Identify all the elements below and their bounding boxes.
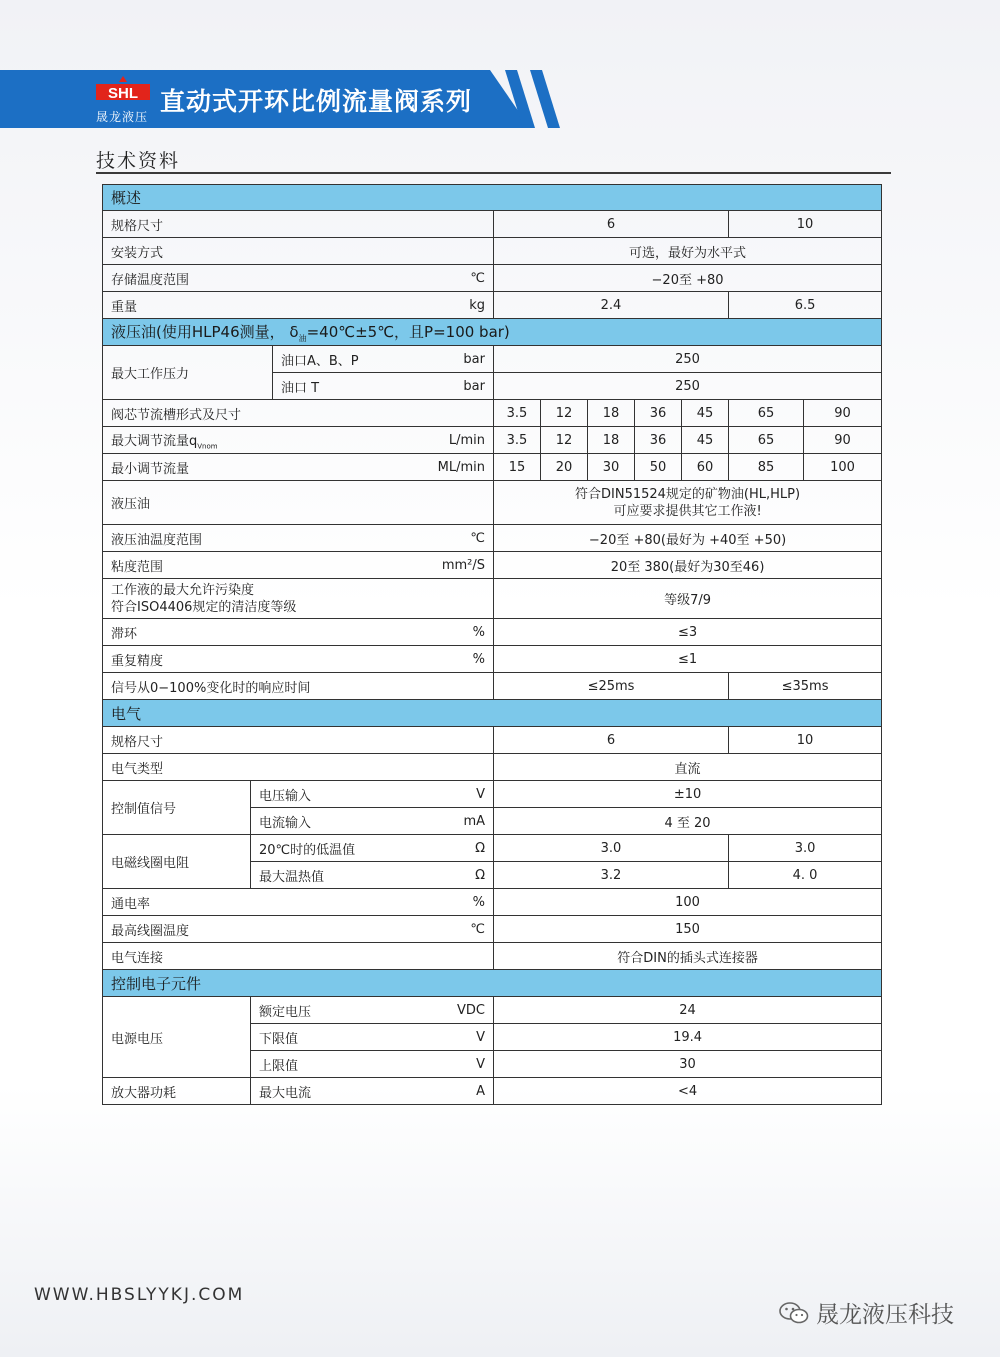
logo-letters: SHL (108, 85, 138, 102)
unit-cell: mA (423, 808, 494, 835)
unit-cell: mm²/S (423, 552, 494, 579)
table-row (103, 619, 882, 646)
spec-table (102, 184, 882, 1105)
row-label: 电源电压 (103, 997, 251, 1078)
unit-cell: VDC (423, 997, 494, 1024)
unit-cell: ℃ (423, 916, 494, 943)
value-cell: ≤25ms (494, 673, 729, 700)
table-row (103, 211, 882, 238)
value-cell: 等级7/9 (494, 579, 882, 619)
table-row (103, 552, 882, 579)
sub-label: 20℃时的低温值 (251, 835, 423, 862)
value-line: 可应要求提供其它工作液! (613, 503, 762, 519)
unit-cell: L/min (423, 427, 494, 454)
section-label-sub: 油 (298, 333, 307, 343)
sub-label: 电流输入 (251, 808, 423, 835)
value-cell: 3.0 (729, 835, 882, 862)
value-cell: 36 (635, 427, 682, 454)
table-row (103, 1078, 882, 1105)
unit-cell: A (423, 1078, 494, 1105)
unit-cell: % (423, 889, 494, 916)
value-cell: 85 (729, 454, 804, 481)
value-cell: 10 (729, 727, 882, 754)
value-cell: ±10 (494, 781, 882, 808)
label-line: 符合ISO4406规定的清洁度等级 (111, 599, 297, 615)
value-cell: 3.5 (494, 400, 541, 427)
section-header-hydraulic (103, 319, 882, 346)
row-label: 安装方式 (103, 238, 494, 265)
sub-label: 最大温热值 (251, 862, 423, 889)
value-cell: 可选，最好为水平式 (494, 238, 882, 265)
row-label: 信号从0−100%变化时的响应时间 (103, 673, 494, 700)
row-label: 电气类型 (103, 754, 494, 781)
section-divider (96, 172, 891, 174)
value-cell: 10 (729, 211, 882, 238)
unit-cell: bar (423, 346, 494, 373)
row-label-sub: Vnom (197, 442, 218, 451)
value-cell: 45 (682, 427, 729, 454)
table-row (103, 943, 882, 970)
unit-cell: ℃ (423, 265, 494, 292)
unit-cell: bar (423, 373, 494, 400)
table-row (103, 727, 882, 754)
website-url[interactable]: WWW.HBSLYYKJ.COM (34, 1285, 245, 1305)
value-cell: 4. 0 (729, 862, 882, 889)
table-row (103, 646, 882, 673)
value-cell: 50 (635, 454, 682, 481)
value-cell: 24 (494, 997, 882, 1024)
banner-stripe (530, 70, 560, 128)
value-cell: 符合DIN的插头式连接器 (494, 943, 882, 970)
table-row (103, 346, 882, 373)
table-row (103, 238, 882, 265)
table-row (103, 781, 882, 808)
value-cell: 90 (804, 400, 882, 427)
unit-cell: V (423, 1051, 494, 1078)
value-cell: 3.0 (494, 835, 729, 862)
table-row (103, 400, 882, 427)
row-label: 控制值信号 (103, 781, 251, 835)
unit-cell: ML/min (423, 454, 494, 481)
value-cell: 3.2 (494, 862, 729, 889)
table-row (103, 997, 882, 1024)
sub-label: 油口A、B、P (273, 346, 423, 373)
table-row (103, 427, 882, 454)
table-row (103, 454, 882, 481)
logo-mark-icon (96, 76, 150, 106)
series-title: 直动式开环比例流量阀系列 (160, 87, 473, 116)
wechat-name: 晟龙液压科技 (816, 1302, 954, 1328)
table-row (103, 292, 882, 319)
table-row (103, 835, 882, 862)
row-label: 放大器功耗 (103, 1078, 251, 1105)
row-label: 电磁线圈电阻 (103, 835, 251, 889)
value-cell: −20至 +80(最好为 +40至 +50) (494, 525, 882, 552)
value-cell: 2.4 (494, 292, 729, 319)
unit-cell: V (423, 781, 494, 808)
sub-label: 额定电压 (251, 997, 423, 1024)
value-cell: 6 (494, 727, 729, 754)
value-cell: 直流 (494, 754, 882, 781)
sub-label: 油口 T (273, 373, 423, 400)
row-label: 最小调节流量 (103, 454, 423, 481)
table-row (103, 265, 882, 292)
value-cell: 30 (494, 1051, 882, 1078)
section-header-electronics (103, 970, 882, 997)
table-row (103, 916, 882, 943)
sub-label: 上限值 (251, 1051, 423, 1078)
value-cell: 60 (682, 454, 729, 481)
unit-cell: Ω (423, 862, 494, 889)
row-label: 最高线圈温度 (103, 916, 423, 943)
unit-cell: % (423, 619, 494, 646)
table-row (103, 754, 882, 781)
value-cell: 12 (541, 400, 588, 427)
value-cell (494, 481, 882, 525)
value-cell: 65 (729, 400, 804, 427)
unit-cell: % (423, 646, 494, 673)
value-cell: 18 (588, 427, 635, 454)
value-cell: 4 至 20 (494, 808, 882, 835)
unit-cell: Ω (423, 835, 494, 862)
row-label: 通电率 (103, 889, 423, 916)
value-cell: 150 (494, 916, 882, 943)
value-cell: 19.4 (494, 1024, 882, 1051)
wechat-account (778, 1296, 954, 1329)
label-line: 工作液的最大允许污染度 (111, 582, 255, 598)
section-label-main: 液压油(使用HLP46测量， δ (111, 322, 299, 341)
row-label (103, 579, 494, 619)
row-label: 液压油 (103, 481, 494, 525)
value-cell: 6 (494, 211, 729, 238)
unit-cell: V (423, 1024, 494, 1051)
table-row (103, 525, 882, 552)
value-cell: <4 (494, 1078, 882, 1105)
value-cell: 3.5 (494, 427, 541, 454)
value-cell: 20至 380(最好为30至46) (494, 552, 882, 579)
value-cell: 18 (588, 400, 635, 427)
value-cell: ≤1 (494, 646, 882, 673)
value-line: 符合DIN51524规定的矿物油(HL,HLP) (575, 486, 801, 502)
row-label: 粘度范围 (103, 552, 423, 579)
value-cell: 20 (541, 454, 588, 481)
unit-cell: ℃ (423, 525, 494, 552)
row-label: 液压油温度范围 (103, 525, 423, 552)
row-label: 重复精度 (103, 646, 423, 673)
value-cell: −20至 +80 (494, 265, 882, 292)
value-cell: 100 (494, 889, 882, 916)
section-header-general (103, 185, 882, 211)
row-label (103, 427, 423, 454)
sub-label: 电压输入 (251, 781, 423, 808)
row-label: 滞环 (103, 619, 423, 646)
unit-cell: kg (423, 292, 494, 319)
value-cell: 36 (635, 400, 682, 427)
wechat-icon (778, 1300, 810, 1326)
value-cell: 250 (494, 346, 882, 373)
section-label: 控制电子元件 (103, 970, 882, 997)
table-row (103, 481, 882, 525)
value-cell: 90 (804, 427, 882, 454)
sub-label: 最大电流 (251, 1078, 423, 1105)
value-cell: 12 (541, 427, 588, 454)
table-row (103, 673, 882, 700)
table-row (103, 889, 882, 916)
value-cell: 100 (804, 454, 882, 481)
row-label: 规格尺寸 (103, 211, 494, 238)
row-label: 存储温度范围 (103, 265, 423, 292)
row-label: 规格尺寸 (103, 727, 494, 754)
sub-label: 下限值 (251, 1024, 423, 1051)
value-cell: 65 (729, 427, 804, 454)
value-cell: 250 (494, 373, 882, 400)
value-cell: 45 (682, 400, 729, 427)
section-label-tail: =40℃±5℃，且P=100 bar) (306, 322, 510, 341)
value-cell: 6.5 (729, 292, 882, 319)
value-cell: ≤35ms (729, 673, 882, 700)
section-label (103, 319, 882, 346)
value-cell: 30 (588, 454, 635, 481)
row-label-main: 最大调节流量q (111, 433, 198, 449)
section-label: 概述 (103, 185, 882, 211)
row-label: 阀芯节流槽形式及尺寸 (103, 400, 494, 427)
row-label: 电气连接 (103, 943, 494, 970)
value-cell: 15 (494, 454, 541, 481)
section-title: 技术资料 (96, 150, 181, 172)
section-header-electrical (103, 700, 882, 727)
row-label: 最大工作压力 (103, 346, 273, 400)
section-label: 电气 (103, 700, 882, 727)
row-label: 重量 (103, 292, 423, 319)
value-cell: ≤3 (494, 619, 882, 646)
table-row (103, 579, 882, 619)
logo-text: 晟龙液压 (96, 110, 149, 124)
